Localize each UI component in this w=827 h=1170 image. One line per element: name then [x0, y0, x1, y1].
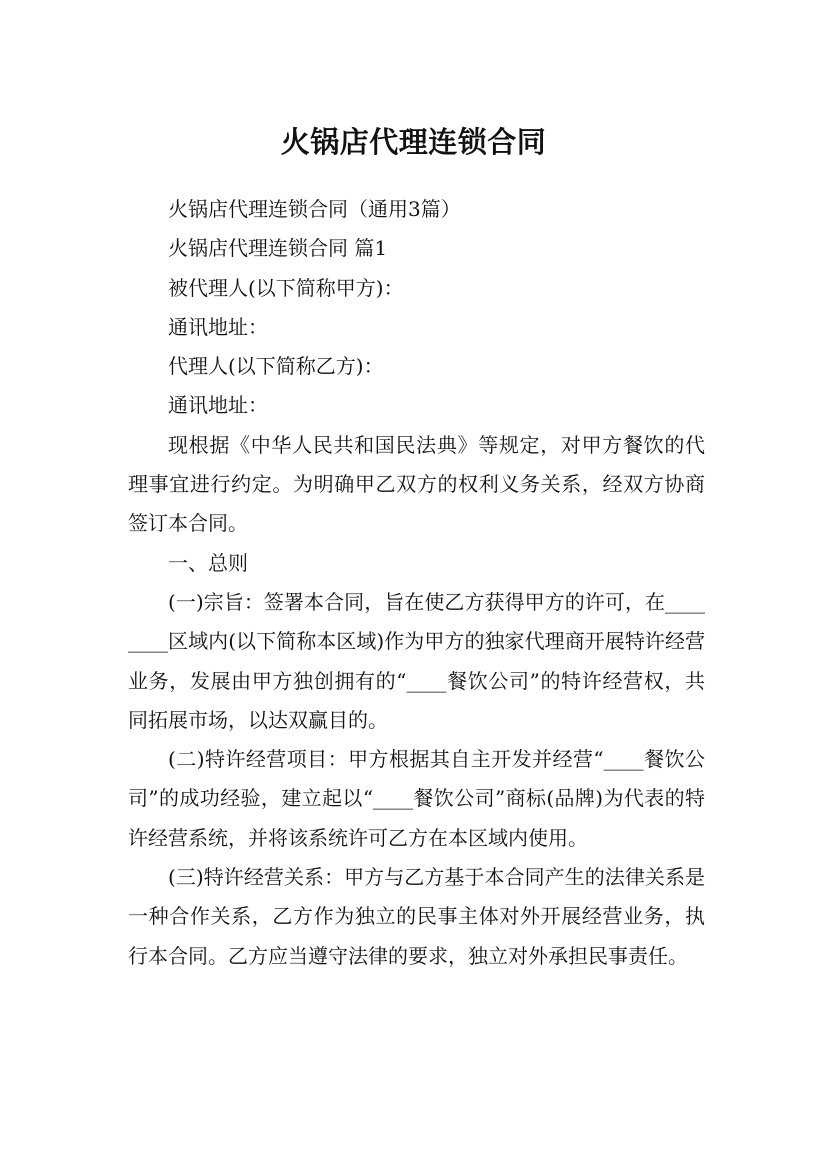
paragraph-part-title: 火锅店代理连锁合同 篇1: [168, 236, 388, 261]
paragraph-party-b: 代理人(以下简称乙方)：: [168, 354, 384, 379]
paragraph-address-a: 通讯地址：: [168, 314, 268, 339]
paragraph-clause-project: (二)特许经营项目：甲方根据其自主开发并经营“____餐饮公司”的成功经验，建立起以“____餐饮公司”商标(品牌)为代表的特许经营系统，并将该系统许可乙方在本区域内使用。: [128, 747, 705, 850]
paragraph-clause-relationship: (三)特许经营关系：甲方与乙方基于本合同产生的法律关系是一种合作关系，乙方作为独立的民事主体对外开展经营业务，执行本合同。乙方应当遵守法律的要求，独立对外承担民事责任。: [128, 865, 705, 968]
paragraph-section-general: 一、总则: [168, 550, 248, 575]
document-body: [128, 190, 705, 976]
paragraph-party-a: 被代理人(以下简称甲方)：: [168, 275, 404, 300]
paragraph-heading: 火锅店代理连锁合同（通用3篇）: [168, 197, 461, 221]
paragraph-clause-purpose: (一)宗旨：签署本合同，旨在使乙方获得甲方的许可，在________区域内(以下简称本区域)作为甲方的独家代理商开展特许经营业务，发展由甲方独创拥有的“____餐饮公司”的特许经营权，共同拓展市场，以达双赢目的。: [128, 589, 705, 732]
paragraph-address-b: 通讯地址：: [168, 393, 268, 418]
paragraph-preamble: 现根据《中华人民共和国民法典》等规定，对甲方餐饮的代理事宜进行约定。为明确甲乙双方的权利义务关系，经双方协商签订本合同。: [128, 432, 705, 536]
document-title: 火锅店代理连锁合同: [280, 125, 547, 160]
